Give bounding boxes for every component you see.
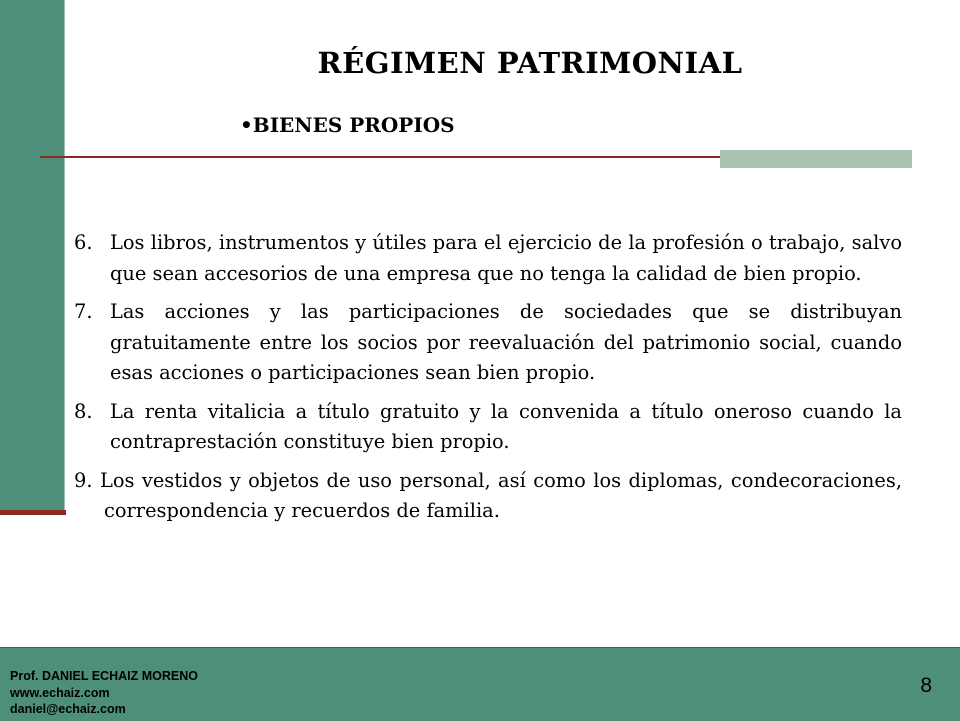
slide-subtitle: •BIENES PROPIOS bbox=[240, 113, 455, 137]
footer-email: daniel@echaiz.com bbox=[10, 702, 126, 716]
list-item bbox=[74, 297, 902, 389]
footer-author: Prof. DANIEL ECHAIZ MORENO bbox=[10, 669, 198, 683]
list-item bbox=[74, 228, 902, 289]
slide-title: RÉGIMEN PATRIMONIAL bbox=[317, 46, 743, 80]
list-item bbox=[74, 397, 902, 458]
list-item: 9. Los vestidos y objetos de uso personal, así como los diplomas, condecoraciones, correspondencia y recuerdos de familia. bbox=[74, 468, 902, 522]
footer-bar bbox=[0, 647, 960, 721]
page-number: 8 bbox=[920, 674, 932, 697]
title-divider-block bbox=[720, 150, 912, 168]
list-item-number: 6. bbox=[74, 231, 93, 254]
footer-website: www.echaiz.com bbox=[10, 685, 110, 700]
left-accent-bar bbox=[0, 0, 65, 512]
list-item-number: 8. bbox=[74, 399, 93, 423]
content-list bbox=[74, 228, 902, 527]
left-accent-bar-cap bbox=[0, 510, 66, 515]
list-item-text: La renta vitalicia a título gratuito y la convenida a título oneroso cuando la contraprestación constituye bien propio. bbox=[110, 399, 902, 453]
list-item-text: Los libros, instrumentos y útiles para el ejercicio de la profesión o trabajo, salvo que sean accesorios de una empresa que no tenga la calidad de bien propio. bbox=[110, 231, 902, 285]
footer-credits bbox=[10, 668, 198, 718]
list-item-text: Las acciones y las participaciones de sociedades que se distribuyan gratuitamente entre los socios por reevaluación del patrimonio social, cuando esas acciones o participaciones sean bien propio. bbox=[110, 300, 902, 384]
list-item-number: 7. bbox=[74, 300, 93, 323]
